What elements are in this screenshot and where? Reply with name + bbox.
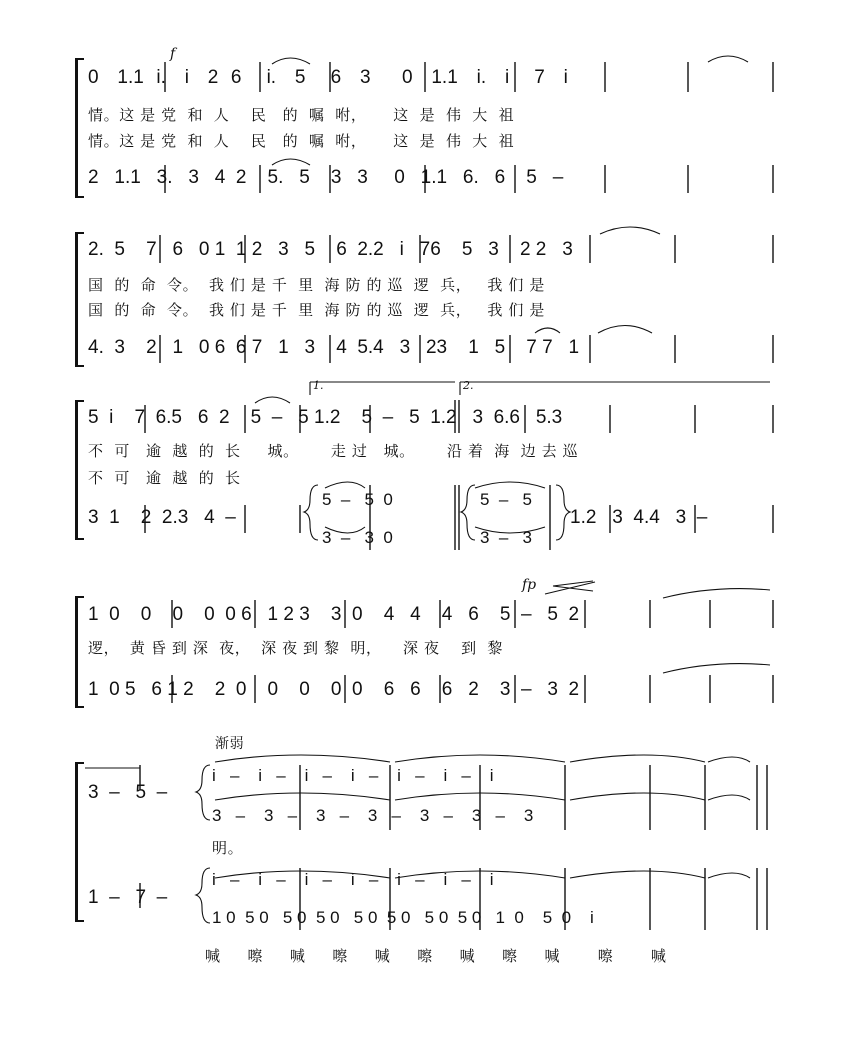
s3-lyric-2: 不 可 逾 越 的 长 (88, 469, 241, 487)
s3-ending2-bass: 3 – 3 (480, 528, 532, 547)
s5-lower-b: 1 0 5 0 5 0 5 0 5 0 5 0 5 0 5 0 1 0 5 0 i (212, 908, 594, 927)
s1-lower-notes: 2 1.1 3. 3 4 2 5. 5 3 3 0 1.1 6. 6 5 – (88, 167, 564, 188)
fortepiano-mark: fp (522, 577, 537, 593)
s5-pre-upper: 3 – 5 – (88, 782, 168, 803)
system4-bracket (75, 596, 84, 708)
s5-lyric-lower: 喊 嚓 喊 嚓 喊 嚓 喊 嚓 喊 嚓 喊 (205, 947, 667, 965)
s1-lyric-2: 情。这 是 党 和 人 民 的 嘱 咐， 这 是 伟 大 祖 (88, 132, 515, 150)
s4-lyric: 逻， 黄 昏 到 深 夜， 深 夜 到 黎 明， 深 夜 到 黎 (88, 639, 504, 657)
s3-lower-notes: 3 1 2 2.3 4 – (88, 507, 236, 528)
s3-ending2-alto: 5 – 5 (480, 490, 532, 509)
gradual-weak-mark: 渐弱 (215, 736, 245, 752)
s5-lower-a: i – i – i – i – i – i – i (212, 870, 494, 889)
system5-bracket (75, 762, 84, 922)
s3-lower-tail: 1.2 3 4.4 3 – (570, 507, 708, 528)
system3-bracket (75, 400, 84, 540)
s1-upper-notes: 0 1.1 i. i 2 6 i. 5 6 3 0 1.1 i. i 7 i (88, 67, 568, 88)
s4-lower-notes: 1 0 5 6 1 2 2 0 0 0 0 0 6 6 6 2 3 – 3 2 (88, 679, 580, 700)
system2-bracket (75, 232, 84, 367)
s2-lyric-2: 国 的 命 令。 我 们 是 千 里 海 防 的 巡 逻 兵， 我 们 是 (88, 301, 545, 319)
s1-lyric-1: 情。这 是 党 和 人 民 的 嘱 咐， 这 是 伟 大 祖 (88, 106, 515, 124)
volta-1: 1. (313, 379, 324, 392)
s2-upper-notes: 2. 5 7 6 0 1 1 2 3 5 6 2.2 i 76 5 3 2 2 3 (88, 239, 573, 260)
s4-upper-notes: 1 0 0 0 0 0 6 1 2 3 3 0 4 4 4 6 5 – 5 2 (88, 604, 580, 625)
s5-upper-b: 3 – 3 – 3 – 3 – 3 – 3 – 3 (212, 806, 534, 825)
volta-2: 2. (463, 379, 474, 392)
s5-pre-lower: 1 – 7 – (88, 887, 168, 908)
s3-upper-notes: 5 i 7 6.5 6 2 5 – 5 1.2 5 – 5 1.2 3 6.6 5.3 (88, 407, 563, 428)
s3-ending1-alto: 5 – 5 0 (322, 490, 393, 509)
s2-lower-notes: 4. 3 2 1 0 6 6 7 1 3 4 5.4 3 23 1 5 7 7 1 (88, 337, 580, 358)
forte-mark: f (170, 46, 176, 62)
s2-lyric-1: 国 的 命 令。 我 们 是 千 里 海 防 的 巡 逻 兵， 我 们 是 (88, 276, 545, 294)
s5-lyric-upper: 明。 (212, 839, 244, 857)
s5-upper-a: i – i – i – i – i – i – i (212, 766, 494, 785)
s3-ending1-bass: 3 – 3 0 (322, 528, 393, 547)
system1-bracket (75, 58, 84, 198)
s3-lyric-1: 不 可 逾 越 的 长 城。 走 过 城。 沿 着 海 边 去 巡 (88, 442, 579, 460)
